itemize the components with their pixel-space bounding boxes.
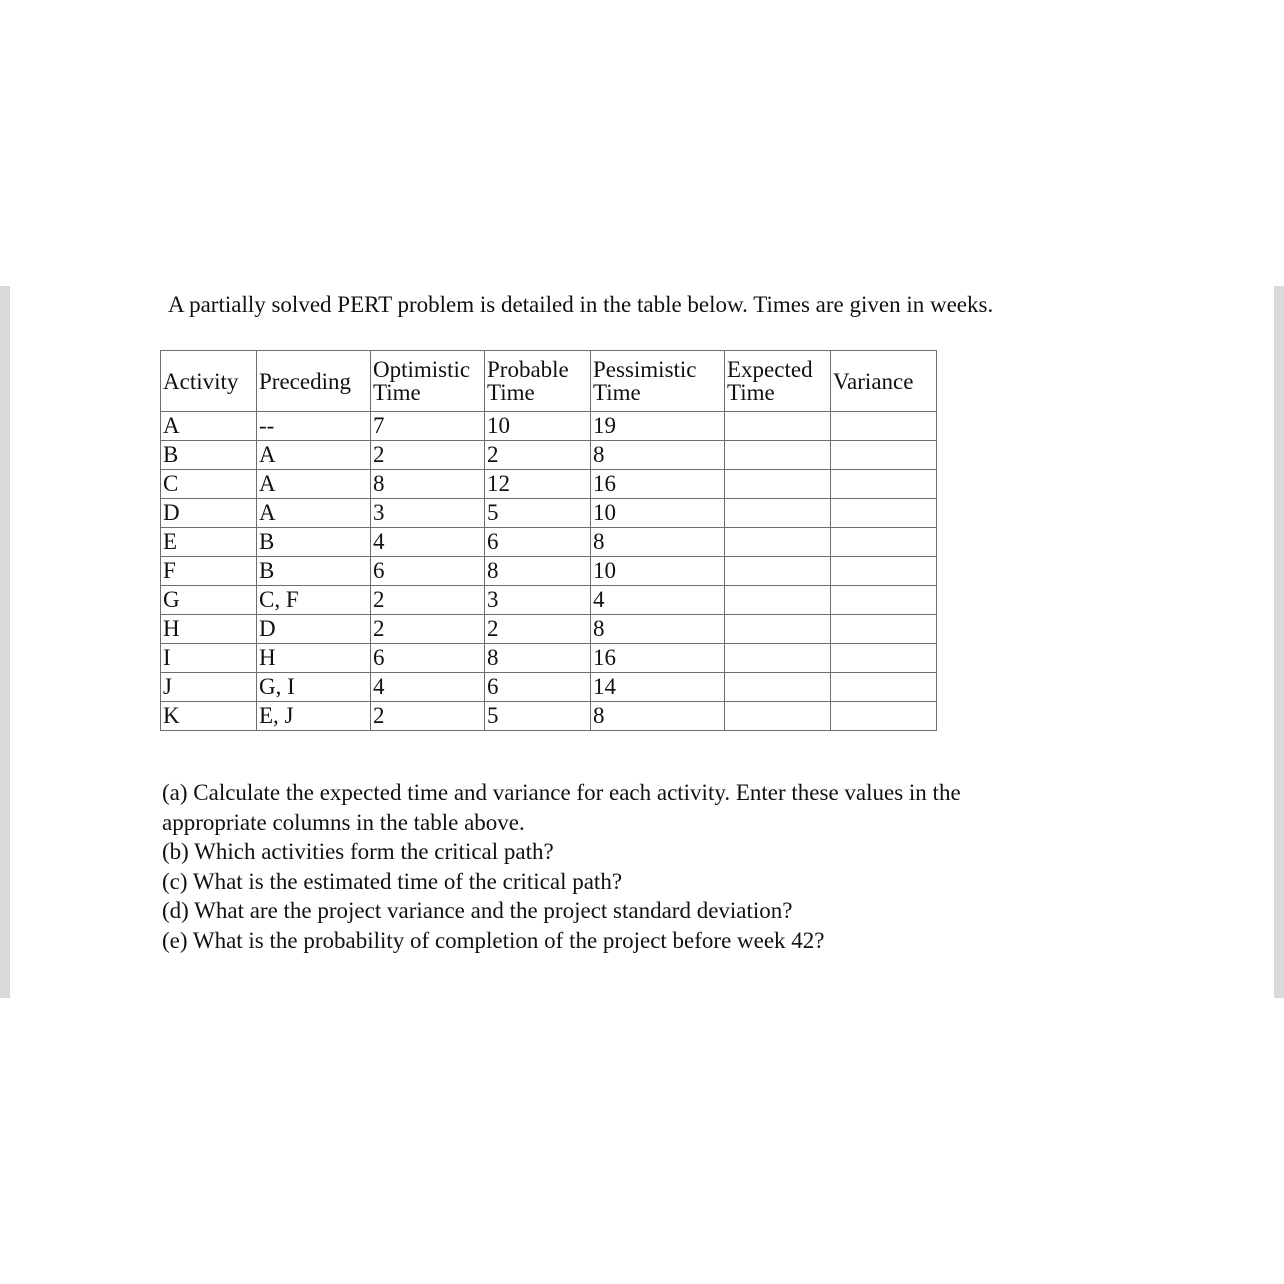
table-row xyxy=(161,615,937,644)
cell-optimistic: 4 xyxy=(371,673,485,702)
cell-pessimistic: 4 xyxy=(591,586,725,615)
cell-expected xyxy=(725,412,831,441)
cell-variance xyxy=(831,470,937,499)
header-expected-line1: Expected xyxy=(727,357,813,382)
table-row xyxy=(161,412,937,441)
cell-pessimistic: 19 xyxy=(591,412,725,441)
header-variance: Variance xyxy=(831,351,937,412)
cell-probable: 6 xyxy=(485,673,591,702)
cell-variance xyxy=(831,528,937,557)
table-row xyxy=(161,499,937,528)
cell-pessimistic: 8 xyxy=(591,528,725,557)
cell-probable: 2 xyxy=(485,615,591,644)
cell-pessimistic: 10 xyxy=(591,557,725,586)
table-row xyxy=(161,470,937,499)
cell-pessimistic: 8 xyxy=(591,441,725,470)
pert-table xyxy=(160,350,937,731)
cell-probable: 8 xyxy=(485,557,591,586)
right-page-edge xyxy=(1274,286,1284,998)
table-row xyxy=(161,702,937,731)
cell-activity: G xyxy=(161,586,257,615)
cell-expected xyxy=(725,644,831,673)
intro-text: A partially solved PERT problem is detailed in the table below. Times are given in weeks. xyxy=(168,292,994,317)
table-row xyxy=(161,673,937,702)
header-pessimistic-line2: Time xyxy=(593,380,641,405)
cell-preceding: B xyxy=(257,528,371,557)
cell-variance xyxy=(831,499,937,528)
header-optimistic-line1: Optimistic xyxy=(373,357,471,382)
cell-variance xyxy=(831,702,937,731)
header-activity: Activity xyxy=(161,351,257,412)
header-expected xyxy=(725,351,831,412)
cell-probable: 12 xyxy=(485,470,591,499)
cell-preceding: D xyxy=(257,615,371,644)
cell-optimistic: 2 xyxy=(371,702,485,731)
cell-activity: D xyxy=(161,499,257,528)
cell-preceding: -- xyxy=(257,412,371,441)
table-row xyxy=(161,586,937,615)
question-a-line2: appropriate columns in the table above. xyxy=(162,809,525,835)
cell-expected xyxy=(725,615,831,644)
cell-expected xyxy=(725,441,831,470)
cell-probable: 6 xyxy=(485,528,591,557)
cell-expected xyxy=(725,673,831,702)
cell-variance xyxy=(831,615,937,644)
header-probable-line1: Probable xyxy=(487,357,569,382)
cell-probable: 10 xyxy=(485,412,591,441)
table-row xyxy=(161,441,937,470)
cell-expected xyxy=(725,702,831,731)
cell-optimistic: 6 xyxy=(371,557,485,586)
cell-variance xyxy=(831,673,937,702)
cell-pessimistic: 8 xyxy=(591,615,725,644)
cell-preceding: E, J xyxy=(257,702,371,731)
header-probable xyxy=(485,351,591,412)
header-optimistic xyxy=(371,351,485,412)
cell-expected xyxy=(725,586,831,615)
table-row xyxy=(161,644,937,673)
cell-optimistic: 4 xyxy=(371,528,485,557)
cell-variance xyxy=(831,441,937,470)
cell-variance xyxy=(831,644,937,673)
cell-optimistic: 8 xyxy=(371,470,485,499)
cell-expected xyxy=(725,528,831,557)
header-pessimistic xyxy=(591,351,725,412)
cell-probable: 8 xyxy=(485,644,591,673)
question-d: (d) What are the project variance and the project standard deviation? xyxy=(162,898,793,924)
cell-probable: 5 xyxy=(485,702,591,731)
header-preceding: Preceding xyxy=(257,351,371,412)
cell-optimistic: 2 xyxy=(371,441,485,470)
cell-preceding: B xyxy=(257,557,371,586)
cell-pessimistic: 16 xyxy=(591,644,725,673)
cell-probable: 2 xyxy=(485,441,591,470)
questions-block xyxy=(162,778,961,956)
cell-activity: E xyxy=(161,528,257,557)
cell-preceding: G, I xyxy=(257,673,371,702)
question-b: (b) Which activities form the critical path? xyxy=(162,839,554,865)
cell-expected xyxy=(725,499,831,528)
cell-optimistic: 2 xyxy=(371,586,485,615)
cell-expected xyxy=(725,557,831,586)
cell-preceding: A xyxy=(257,499,371,528)
cell-activity: K xyxy=(161,702,257,731)
table-header-row xyxy=(161,351,937,412)
cell-activity: B xyxy=(161,441,257,470)
cell-preceding: C, F xyxy=(257,586,371,615)
question-e: (e) What is the probability of completion of the project before week 42? xyxy=(162,927,825,953)
cell-pessimistic: 10 xyxy=(591,499,725,528)
cell-variance xyxy=(831,557,937,586)
cell-optimistic: 6 xyxy=(371,644,485,673)
question-c: (c) What is the estimated time of the critical path? xyxy=(162,868,623,894)
cell-pessimistic: 8 xyxy=(591,702,725,731)
header-probable-line2: Time xyxy=(487,380,535,405)
cell-variance xyxy=(831,412,937,441)
header-pessimistic-line1: Pessimistic xyxy=(593,357,697,382)
cell-expected xyxy=(725,470,831,499)
cell-activity: I xyxy=(161,644,257,673)
cell-pessimistic: 16 xyxy=(591,470,725,499)
header-optimistic-line2: Time xyxy=(373,380,421,405)
question-a-line1: (a) Calculate the expected time and variance for each activity. Enter these values in the xyxy=(162,780,961,805)
cell-activity: A xyxy=(161,412,257,441)
header-expected-line2: Time xyxy=(727,380,775,405)
cell-optimistic: 3 xyxy=(371,499,485,528)
cell-optimistic: 7 xyxy=(371,412,485,441)
cell-activity: J xyxy=(161,673,257,702)
cell-activity: F xyxy=(161,557,257,586)
cell-activity: C xyxy=(161,470,257,499)
cell-preceding: A xyxy=(257,470,371,499)
table-row xyxy=(161,557,937,586)
left-page-edge xyxy=(0,286,10,998)
cell-preceding: A xyxy=(257,441,371,470)
cell-probable: 5 xyxy=(485,499,591,528)
table-row xyxy=(161,528,937,557)
cell-activity: H xyxy=(161,615,257,644)
cell-pessimistic: 14 xyxy=(591,673,725,702)
cell-probable: 3 xyxy=(485,586,591,615)
cell-optimistic: 2 xyxy=(371,615,485,644)
cell-preceding: H xyxy=(257,644,371,673)
cell-variance xyxy=(831,586,937,615)
